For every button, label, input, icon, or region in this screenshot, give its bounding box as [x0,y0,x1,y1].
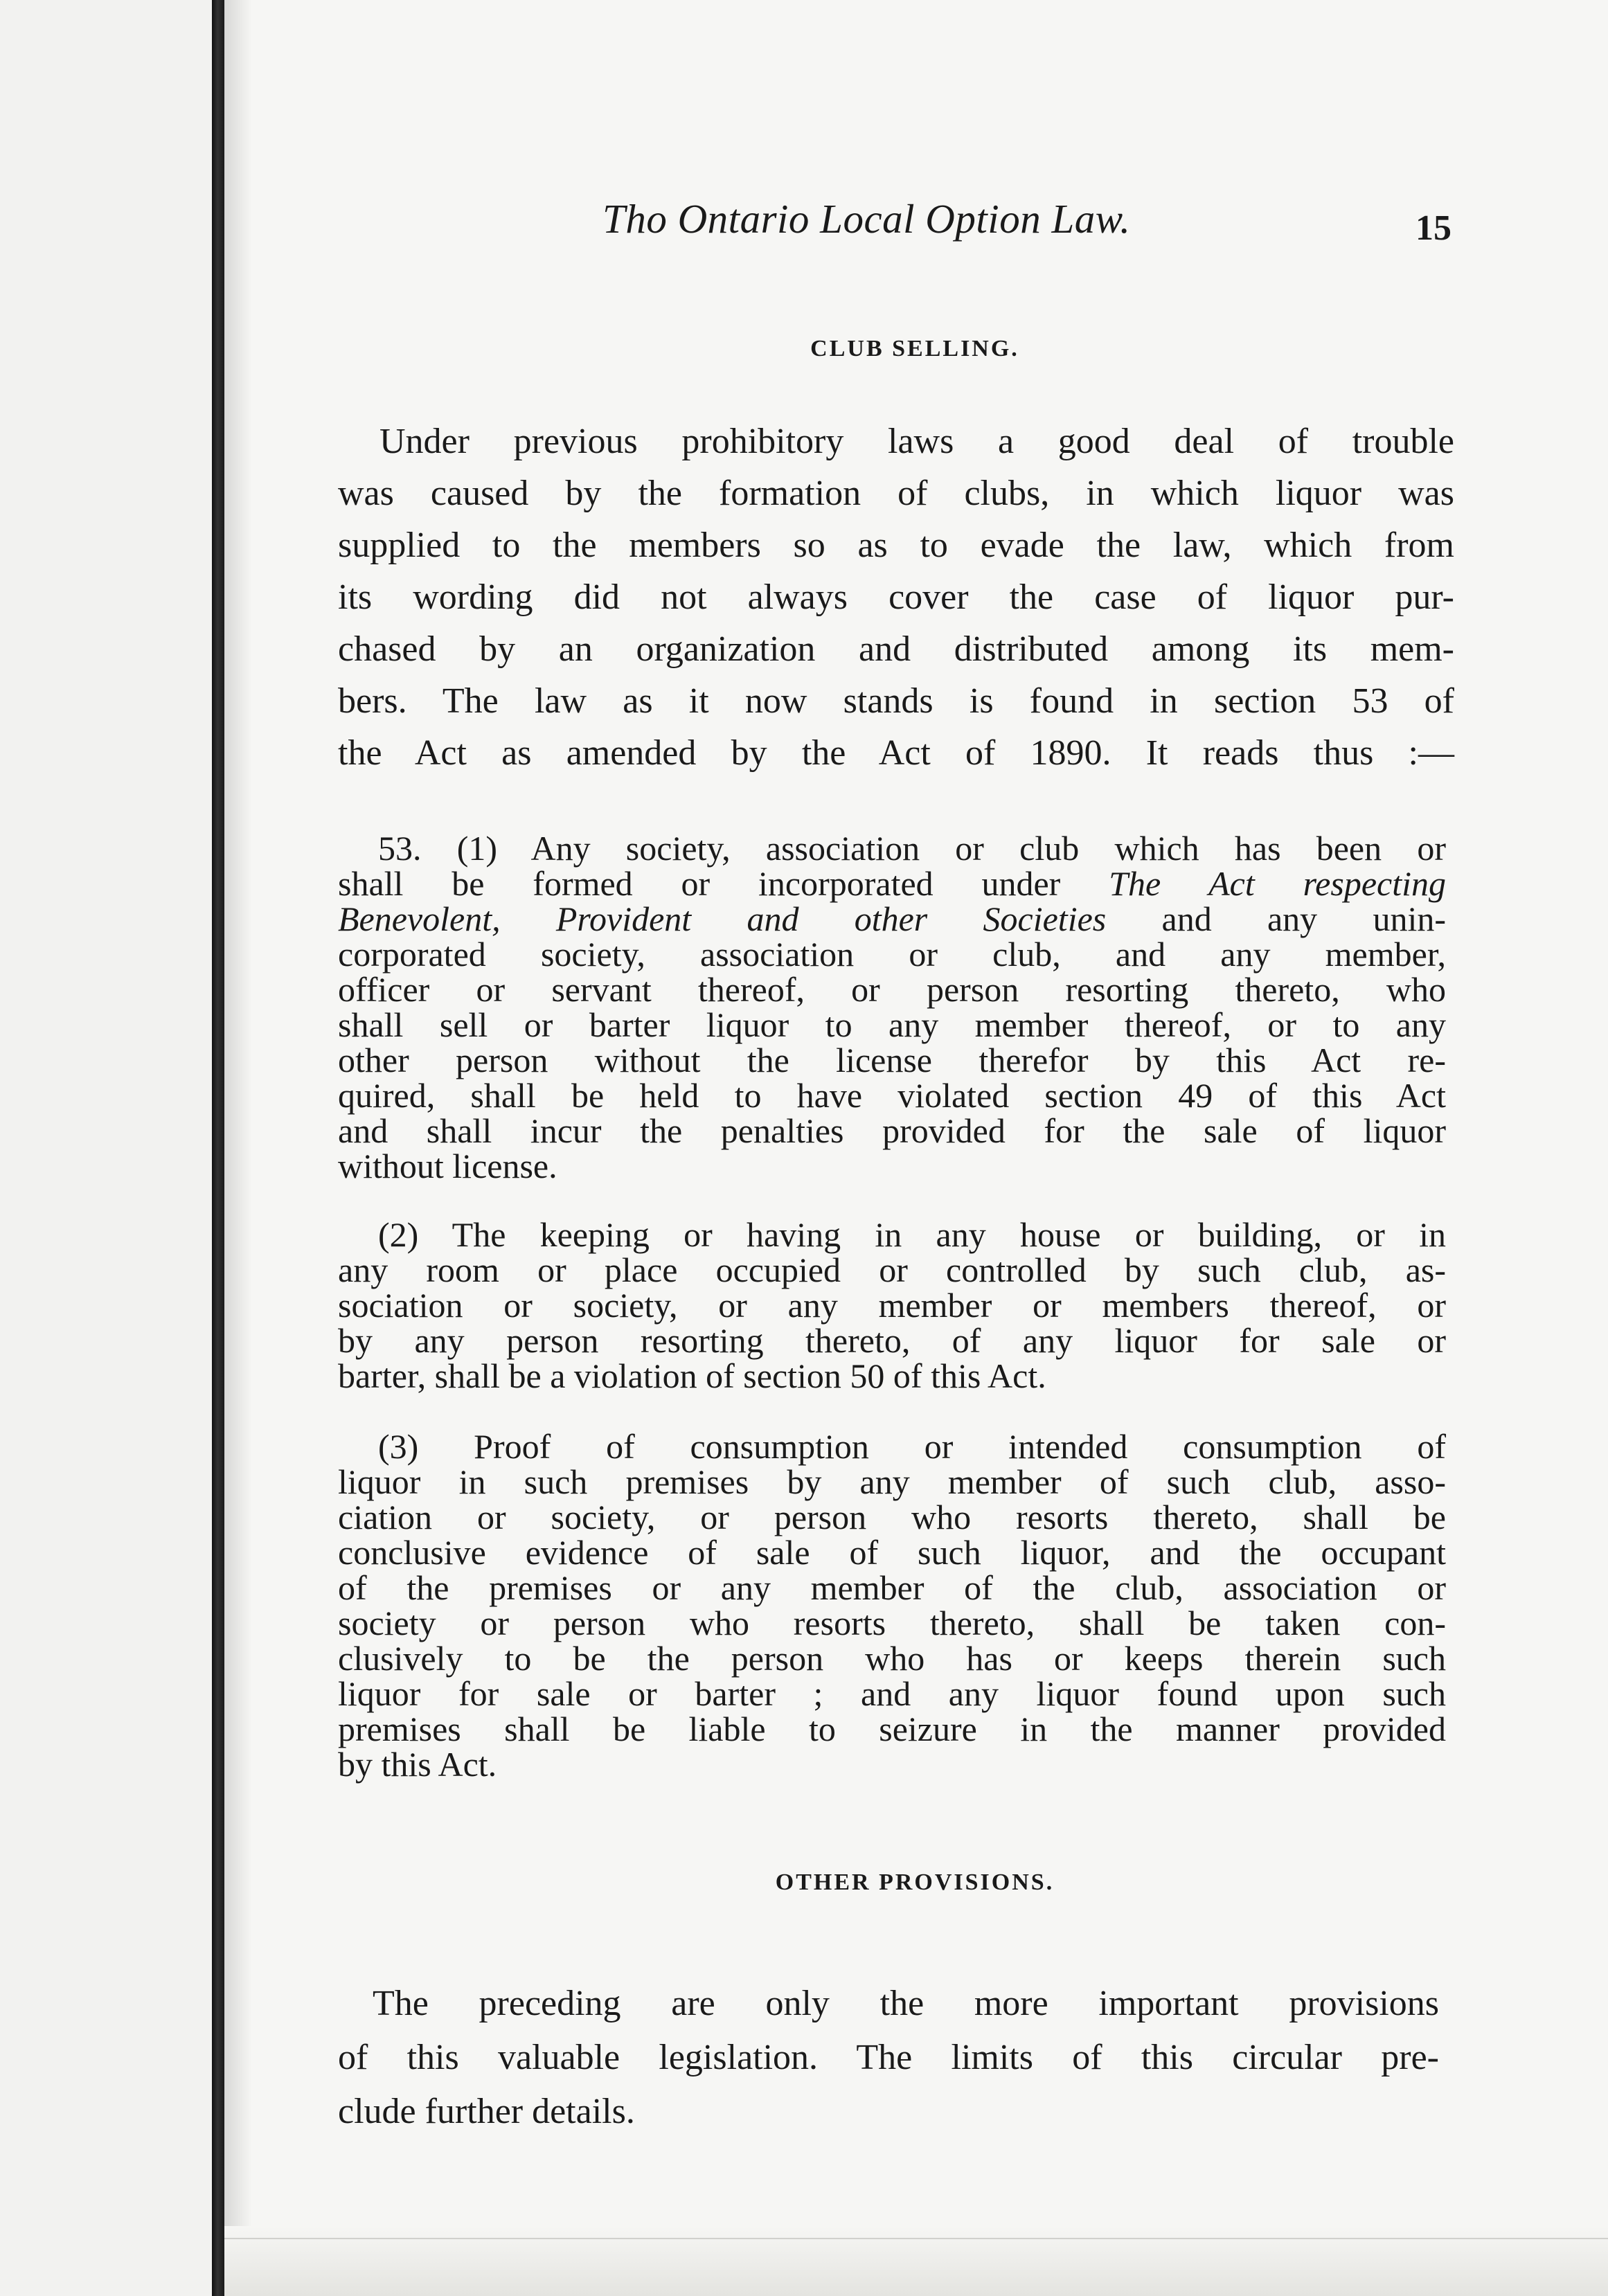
text-line: by this Act. [338,1745,497,1784]
intro-paragraph [338,415,1454,779]
text-line: (3) Proof of consumption or intended consumption of [378,1427,1446,1466]
text-line: sociation or society, or any member or members thereof, or [338,1286,1446,1325]
text-line: by any person resorting thereto, of any liquor for sale or [338,1321,1446,1360]
text-segment: shall be formed or incorporated under [338,864,1109,903]
statute-clause-2 [338,1217,1446,1394]
text-line: officer or servant thereof, or person resorting thereto, who [338,970,1446,1009]
section-heading-club-selling: CLUB SELLING. [810,336,1019,361]
text-line: clude further details. [338,2092,635,2131]
text-line: was caused by the formation of clubs, in which liquor was [338,474,1454,513]
text-line: ciation or society, or person who resorts thereto, shall be [338,1498,1446,1536]
text-line: liquor in such premises by any member of such club, asso- [338,1462,1446,1501]
page-edge-line [224,2238,1608,2239]
closing-paragraph [338,1977,1439,2139]
text-segment: and any unin- [1106,899,1446,938]
text-line: conclusive evidence of sale of such liquor, and the occupant [338,1533,1446,1572]
text-line: premises shall be liable to seizure in the manner provided [338,1710,1446,1748]
text-line [338,866,1446,902]
text-line [338,899,1446,938]
text-line: barter, shall be a violation of section 50 of this Act. [338,1356,1046,1395]
page-bottom-edge [224,2226,1608,2296]
text-line: clusively to be the person who has or keeps therein such [338,1639,1446,1678]
act-title: Benevolent, Provident and other Societies [338,899,1107,938]
text-line: (2) The keeping or having in any house or building, or in [378,1215,1446,1254]
section-heading-other-provisions: OTHER PROVISIONS. [775,1869,1055,1895]
text-line: bers. The law as it now stands is found in section 53 of [338,681,1454,721]
text-line: 53. (1) Any society, association or club which has been or [378,829,1446,868]
text-line: other person without the license therefor by this Act re- [338,1041,1446,1079]
text-line: and shall incur the penalties provided for the sale of liquor [338,1111,1446,1150]
text-line: supplied to the members so as to evade the law, which from [338,526,1454,565]
page-number: 15 [1415,208,1451,248]
text-line: shall sell or barter liquor to any member thereof, or to any [338,1005,1446,1044]
text-line: society or person who resorts thereto, shall be taken con- [338,1604,1446,1642]
running-head: Tho Ontario Local Option Law. [602,196,1131,242]
text-line: of this valuable legislation. The limits of this circular pre- [338,2038,1439,2077]
text-line: chased by an organization and distributed among its mem- [338,629,1454,669]
text-line: any room or place occupied or controlled by such club, as- [338,1250,1446,1289]
text-line: without license. [338,1147,557,1185]
text-line: its wording did not always cover the case of liquor pur- [338,577,1454,617]
text-line: liquor for sale or barter ; and any liquor found upon such [338,1674,1446,1713]
text-line: of the premises or any member of the club, association or [338,1568,1446,1607]
text-line: The preceding are only the more important provisions [373,1984,1439,2023]
text-line: Under previous prohibitory laws a good deal of trouble [379,422,1454,461]
act-title: The Act respecting [1109,864,1446,903]
text-line: the Act as amended by the Act of 1890. It reads thus :— [338,733,1454,773]
text-line: quired, shall be held to have violated section 49 of this Act [338,1076,1446,1115]
statute-clause-3 [338,1429,1446,1782]
text-line: corporated society, association or club, and any member, [338,935,1446,974]
statute-clause-1 [338,831,1446,1184]
